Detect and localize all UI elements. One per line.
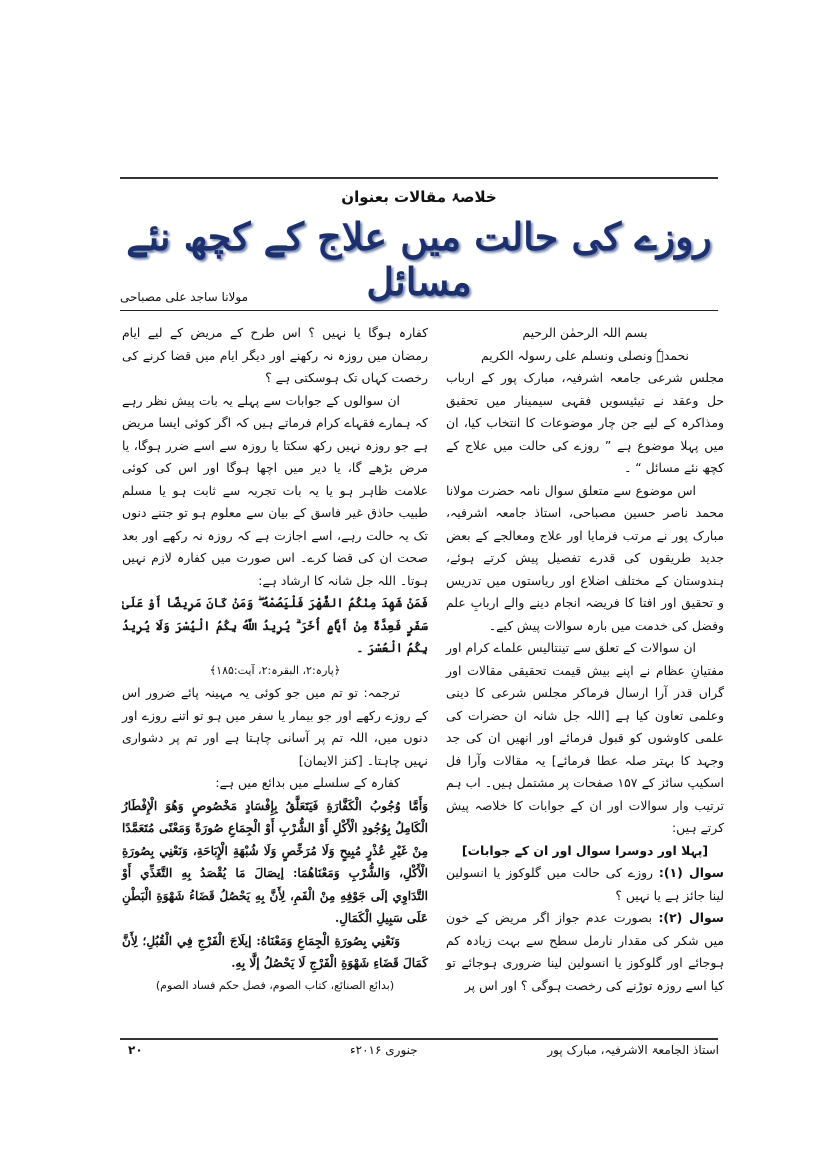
arabic-quote: وَأَمَّا وُجُوبُ الْكَفَّارَةِ فَيَتَعَلَّقُ بِإِفْسَادٍ مَخْصُوصٍ وَهُوَ الْإِفْطَارُ الْكَامِلُ بِوُجُودِ الْأَكْلِ أَوْ الشُّرْبِ أَوْ الْجِمَاعِ صُورَةً وَمَعْنًى مُتَعَمَّدًا مِنْ غَيْرِ عُذْرٍ مُبِيحٍ وَلَا مُرَخِّصٍ وَلَا شُبْهَةِ الْإِبَاحَةِ، وَنَعْنِي بِصُورَةِ الْأَكْلِ، وَالشُّرْبِ وَمَعْنَاهُمَا: إيصَالَ مَا يُقْصَدُ بِهِ التَّغَذِّي أَوْ التَّدَاوِي إلَى جَوْفِهِ مِنْ الْفَمِ، لِأَنَّ بِهِ يَحْصُلُ قَضَاءُ شَهْوَةِ الْبَطْنِ عَلَى سَبِيلِ الْكَمَالِ. bbox=[122, 798, 428, 925]
left-column bbox=[122, 322, 428, 997]
hamd: نحمدہٗ ونصلی ونسلم علی رسولہ الکریم bbox=[481, 347, 689, 363]
byline-rule bbox=[120, 310, 718, 311]
author-byline: مولانا ساجد علی مصباحی bbox=[120, 290, 249, 304]
arabic-reference: (بدائع الصنائع، کتاب الصوم، فصل حکم فساد الصوم) bbox=[155, 978, 395, 992]
section-heading: [پہلا اور دوسرا سوال اور ان کے جوابات] bbox=[461, 842, 709, 858]
header-rule bbox=[120, 177, 718, 179]
quran-verse: فَمَنْ شَهِدَ مِنْكُمُ الشَّهْرَ فَلْيَصُمْهُ ۖ وَمَنْ كَانَ مَرِيضًا أَوْ عَلَىٰ سَفَرٍ فَعِدَّةٌ مِنْ أَيَّامٍ أُخَرَ ۗ يُرِيدُ اللَّهُ بِكُمُ الْيُسْرَ وَلَا يُرِيدُ بِكُمُ الْعُسْرَ ۔ bbox=[122, 596, 428, 655]
right-column bbox=[446, 322, 724, 997]
question-2 bbox=[446, 907, 724, 997]
footer-date: جنوری ۲۰۱۶ء bbox=[350, 1043, 418, 1057]
article-title: روزے کی حالت میں علاج کے کچھ نئے مسائل bbox=[126, 214, 712, 304]
question-text: روزے کی حالت میں گلوکوز یا انسولین لینا جائز ہے یا نہیں ؟ bbox=[446, 865, 724, 903]
paragraph: اس موضوع سے متعلق سوال نامہ حضرت مولانا محمد ناصر حسین مصباحی، استاذ جامعہ اشرفیہ، مبارک پور نے مرتب فرمایا اور علاج ومعالجے کے بعض جدید طریقوں کی قدرے تفصیل پیش کرتے ہوئے، ہندوستان کے مختلف اضلاع اور ریاستوں میں تدریس و تحقیق اور افتا کا فریضہ انجام دینے والے اربابِ علم وفضل کی خدمت میں بارہ سوالات پیش کیے۔ bbox=[446, 482, 724, 633]
article-kicker: خلاصۂ مقالات بعنوان bbox=[341, 188, 497, 206]
page-number: ۲۰ bbox=[128, 1043, 143, 1057]
question-label: سوال (۱): bbox=[658, 865, 724, 880]
basmala: بسم اللہ الرحمٰن الرحیم bbox=[522, 325, 648, 340]
translation: ترجمہ: تو تم میں جو کوئی یہ مہینہ پائے ضرور اس کے روزے رکھے اور جو بیمار یا سفر میں ہو تو اتنے روزے اور دنوں میں، اللہ تم پر آسانی چاہتا ہے اور تم پر دشواری نہیں چاہتا۔ [کنز الایمان] bbox=[122, 685, 428, 768]
question-1 bbox=[446, 862, 724, 907]
footer-publication: استاذ الجامعۃ الاشرفیہ، مبارک پور bbox=[547, 1043, 719, 1057]
paragraph: ان سوالات کے تعلق سے تینتالیس علماے کرام اور مفتیانِ عظام نے اپنے بیش قیمت تحقیقی مقالات اور گراں قدر آرا ارسال فرماکر مجلس شرعی کا دینی وعلمی تعاون کیا ہے [اللہ جل شانہ ان حضرات کی علمی کاوشوں کو قبول فرمائے اور انھیں ان کی جد وجہد کا بہتر صلہ عطا فرمائے] یہ مقالات وآرا فل اسکیپ سائز کے ۱۵۷ صفحات پر مشتمل ہیں۔ اب ہم ترتیب وار سوالات اور ان کے جوابات کا خلاصہ پیش کرتے ہیں: bbox=[446, 640, 724, 835]
paragraph: ان سوالوں کے جوابات سے پہلے یہ بات پیش نظر رہے کہ ہمارے فقہاے کرام فرماتے ہیں کہ اگر کوئی ایسا مریض ہے جو روزہ نہیں رکھ سکتا یا روزہ سے اسے ضرر ہوگا، یا مرض بڑھے گا، یا دیر میں اچھا ہوگا اور اس کی کوئی علامت ظاہر ہو یا یہ بات تجربہ سے ثابت ہو یا مسلم طبیب حاذق غیر فاسق کے بیان سے معلوم ہو تو جتنے دنوں تک یہ حالت رہے، اسے اجازت ہے کہ روزہ نہ رکھے اور بعد صحت ان کی قضا کرے۔ اس صورت میں کفارہ لازم نہیں ہوتا۔ اللہ جل شانہ کا ارشاد ہے: bbox=[122, 392, 428, 588]
quran-reference: ﴿پارہ:۲، البقرہ:۲، آیت:۱۸۵﴾ bbox=[209, 663, 341, 677]
arabic-quote: وَنَعْنِي بِصُورَةِ الْجِمَاعِ وَمَعْنَاهُ: إيلَاجَ الْفَرْجِ فِي الْقُبُلِ؛ لِأَنَّ كَمَالَ قَضَاءِ شَهْوَةِ الْفَرْجِ لَا يَحْصُلُ إلَّا بِهِ. bbox=[122, 933, 428, 970]
footer-rule bbox=[120, 1038, 718, 1040]
paragraph: کفارہ ہوگا یا نہیں ؟ اس طرح کے مریض کے لیے ایام رمضان میں روزہ نہ رکھنے اور دیگر ایام میں قضا کرنے کی رخصت کہاں تک ہوسکتی ہے ؟ bbox=[122, 325, 428, 385]
question-label: سوال (۲): bbox=[658, 910, 724, 925]
badai-intro: کفارہ کے سلسلے میں بدائع میں ہے: bbox=[215, 775, 400, 790]
question-text: بصورت عدم جواز اگر مریض کے خون میں شکر کی مقدار نارمل سطح سے بہت زیادہ کم ہوجائے اور گلوکوز یا انسولین لینا ضروری ہوجائے تو کیا اسے روزہ توڑنے کی رخصت ہوگی ؟ اور اس پر bbox=[446, 910, 724, 993]
paragraph: مجلس شرعی جامعہ اشرفیہ، مبارک پور کے ارباب حل وعقد نے تیئیسویں فقہی سیمینار میں تحقیق ومذاکرہ کے لیے جن چار موضوعات کا انتخاب کیا، ان میں پہلا موضوع ہے ” روزے کی حالت میں علاج کے کچھ نئے مسائل “ ۔ bbox=[446, 370, 724, 475]
